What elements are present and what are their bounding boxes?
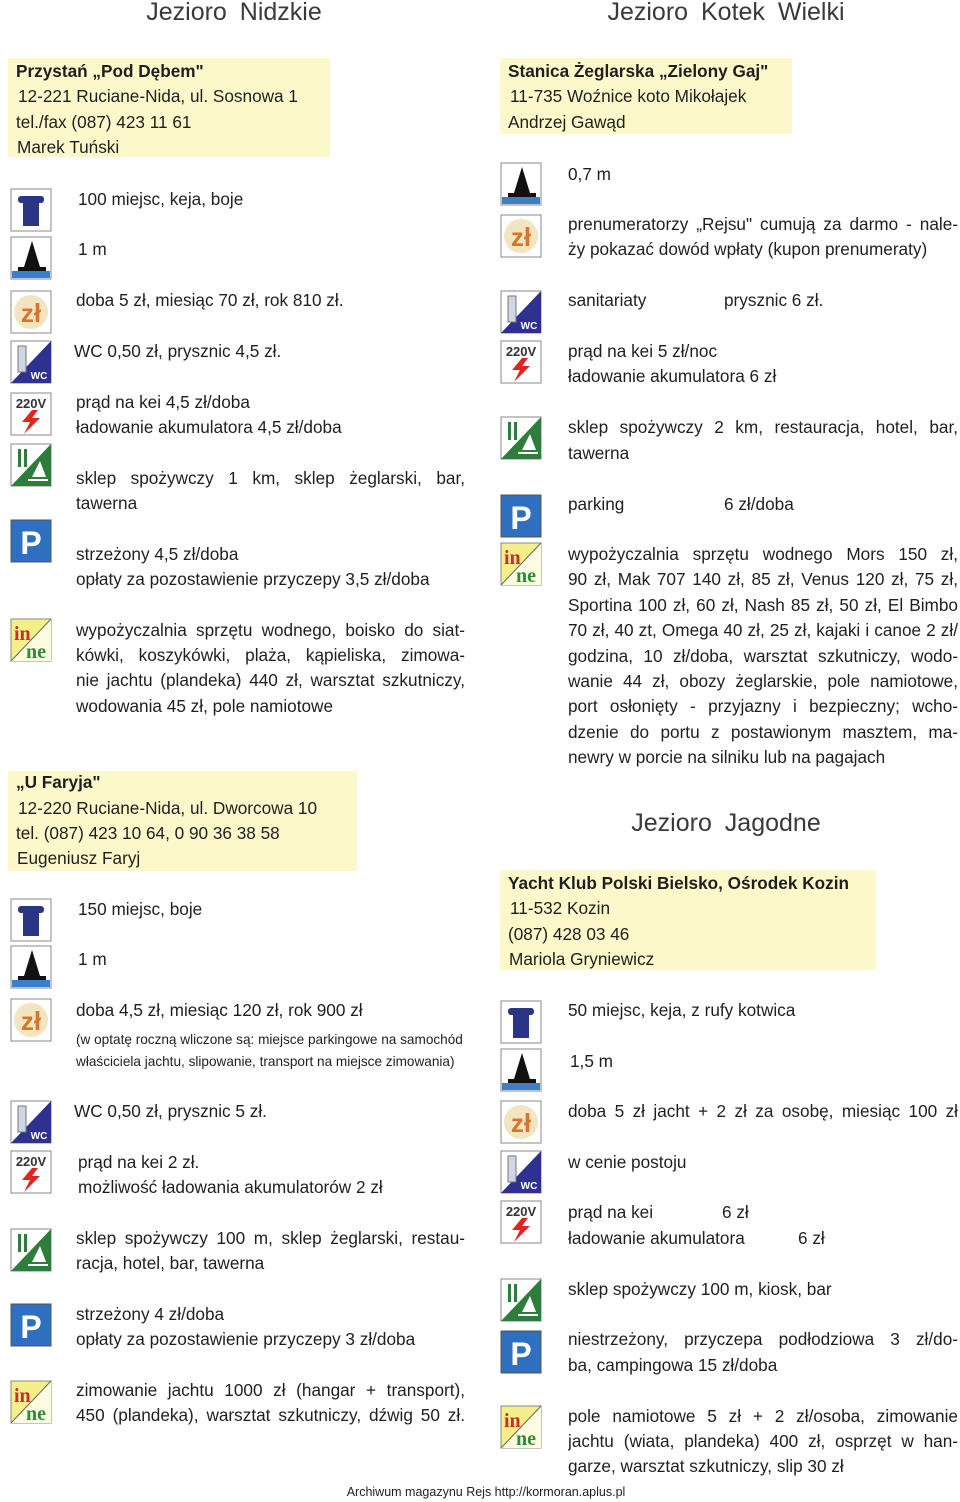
svg-text:ne: ne	[516, 1428, 536, 1449]
text-line: tawerna	[76, 493, 138, 513]
marina-name: Yacht Klub Polski Bielsko, Ośrodek Kozin	[508, 873, 849, 893]
svg-text:220V: 220V	[15, 396, 47, 411]
svg-text:in: in	[504, 1410, 521, 1432]
wc-icon	[500, 1150, 542, 1194]
text-line: prąd na kei 5 zł/noc	[568, 341, 718, 361]
price-zl-icon	[10, 998, 52, 1042]
wc-icon	[500, 290, 542, 334]
parking-icon	[500, 494, 542, 538]
electricity-220v-icon	[500, 340, 542, 384]
svg-text:zł: zł	[510, 1108, 532, 1138]
marina-contact: Mariola Gryniewicz	[509, 949, 655, 969]
electricity-220v-icon	[10, 392, 52, 436]
text-line: 70 zł, 40 zt, Omega 40 zł, 25 zł, kajaki i canoe 2 zł/	[568, 620, 958, 640]
shop-icon	[500, 416, 542, 460]
text-line: wodowania 45 zł, pole namiotowe	[76, 696, 334, 716]
text-line: ży pokazać dowód wpłaty (kupon prenumeraty)	[568, 239, 928, 259]
parking-icon	[500, 1330, 542, 1374]
text-line: doba 5 zł, miesiąc 70 zł, rok 810 zł.	[76, 290, 344, 310]
svg-text:zł: zł	[20, 1006, 42, 1036]
text-line: 100 miejsc, keja, boje	[78, 189, 244, 209]
marina-name: Przystań „Pod Dębem"	[16, 61, 204, 81]
electricity-220v-icon	[10, 1150, 52, 1194]
text-line: newry w porcie na silniku lub na pagajach	[568, 747, 886, 767]
boat-depth-icon	[500, 162, 542, 206]
boat-depth-icon	[10, 236, 52, 280]
footer-archive-link[interactable]: Archiwum magazynu Rejs http://kormoran.aplus.pl	[346, 1485, 626, 1499]
text-line: sklep spożywczy 100 m, sklep żeglarski, restau-	[76, 1228, 465, 1248]
text-line: (w optatę roczną wliczone są: miejsce parkingowe na samochód	[76, 1032, 463, 1047]
text-line: 150 miejsc, boje	[78, 899, 203, 919]
text-line: strzeżony 4,5 zł/doba	[76, 544, 239, 564]
text-line: ładowanie akumulatora 6 zł	[568, 366, 777, 386]
marina-phone: tel./fax (087) 423 11 61	[16, 112, 192, 132]
text-line: pole namiotowe 5 zł + 2 zł/osoba, zimowanie	[568, 1406, 958, 1426]
boat-depth-icon	[500, 1048, 542, 1092]
marina-address: 12-220 Ruciane-Nida, ul. Dworcowa 10	[18, 798, 318, 818]
text-line: ładowanie akumulatora 4,5 zł/doba	[76, 417, 342, 437]
other-services-icon	[10, 1380, 52, 1424]
text-line: parking	[568, 494, 625, 514]
svg-text:WC: WC	[30, 1131, 48, 1142]
lake-header-kotek-wielki: Jezioro Kotek Wielki	[607, 0, 845, 26]
svg-text:in: in	[504, 547, 521, 569]
svg-text:WC: WC	[520, 321, 538, 332]
text-line: wypożyczalnia sprzętu wodnego, boisko do siat-	[76, 620, 465, 640]
svg-text:WC: WC	[520, 1181, 538, 1192]
svg-text:zł: zł	[20, 298, 42, 328]
price-zl-icon	[500, 214, 542, 258]
text-line: kówki, koszykówki, plaża, kąpieliska, zimowa-	[76, 645, 465, 665]
bollard-icon	[10, 188, 52, 232]
text-line: 1 m	[78, 949, 107, 969]
text-line: prysznic 6 zł.	[724, 290, 824, 310]
svg-text:P: P	[510, 1336, 532, 1372]
svg-text:in: in	[14, 623, 31, 645]
text-line: nie jachtu (plandeka) 440 zł, warsztat szkutniczy,	[76, 670, 465, 690]
bollard-icon	[500, 1000, 542, 1044]
text-line: 450 (plandeka), warsztat szkutniczy, dźwig 50 zł.	[76, 1405, 465, 1425]
marina-phone: tel. (087) 423 10 64, 0 90 36 38 58	[16, 823, 280, 843]
text-line: sklep spożywczy 2 km, restauracja, hotel, bar,	[568, 417, 958, 437]
text-line: opłaty za pozostawienie przyczepy 3 zł/doba	[76, 1329, 416, 1349]
marina-contact: Marek Tuński	[17, 137, 120, 157]
text-line: możliwość ładowania akumulatorów 2 zł	[78, 1177, 383, 1197]
marina-name: „U Faryja"	[16, 772, 101, 792]
other-services-icon	[500, 1405, 542, 1449]
svg-text:zł: zł	[510, 222, 532, 252]
text-line: doba 4,5 zł, miesiąc 120 zł, rok 900 zł	[76, 1000, 363, 1020]
text-line: ba, campingowa 15 zł/doba	[568, 1355, 778, 1375]
text-line: WC 0,50 zł, prysznic 4,5 zł.	[74, 341, 282, 361]
text-line: zimowanie jachtu 1000 zł (hangar + transport),	[76, 1380, 465, 1400]
text-line: ładowanie akumulatora	[568, 1228, 745, 1248]
text-line: 0,7 m	[568, 164, 611, 184]
svg-text:P: P	[510, 500, 532, 536]
text-line: Sportina 100 zł, 60 zł, Nash 85 zł, 50 zł, El Bimbo	[568, 595, 958, 615]
svg-text:P: P	[20, 1309, 42, 1345]
text-line: doba 5 zł jacht + 2 zł za osobę, miesiąc 100 zł	[568, 1101, 958, 1121]
text-line: dzenie do portu z postawionym masztem, ma-	[568, 722, 958, 742]
shop-icon	[500, 1278, 542, 1322]
lake-header-jagodne: Jezioro Jagodne	[631, 809, 821, 837]
boat-depth-icon	[10, 945, 52, 989]
text-line: sklep spożywczy 100 m, kiosk, bar	[568, 1279, 832, 1299]
shop-icon	[10, 1228, 52, 1272]
marina-contact: Andrzej Gawąd	[508, 112, 626, 132]
price-zl-icon	[500, 1100, 542, 1144]
marina-address: 12-221 Ruciane-Nida, ul. Sosnowa 1	[18, 86, 298, 106]
text-line: prąd na kei 2 zł.	[78, 1152, 200, 1172]
svg-text:P: P	[20, 525, 42, 561]
text-line: 1,5 m	[570, 1051, 613, 1071]
text-line: prąd na kei	[568, 1202, 654, 1222]
text-line: 6 zł	[798, 1228, 825, 1248]
svg-text:ne: ne	[26, 1403, 46, 1424]
marina-phone: (087) 428 03 46	[508, 924, 630, 944]
marina-address: 11-735 Woźnice koto Mikołajek	[510, 86, 747, 106]
wc-icon	[10, 1100, 52, 1144]
text-line: 90 zł, Mak 707 140 zł, 85 zł, Venus 120 zł, 75 zł,	[568, 569, 958, 589]
text-line: wanie 44 zł, obozy żeglarskie, pole namiotowe,	[568, 671, 958, 691]
parking-icon	[10, 519, 52, 563]
svg-text:ne: ne	[26, 641, 46, 662]
text-line: sklep spożywczy 1 km, sklep żeglarski, bar,	[76, 468, 465, 488]
bollard-icon	[10, 898, 52, 942]
text-line: prenumeratorzy „Rejsu" cumują za darmo - nale-	[568, 214, 958, 234]
text-line: opłaty za pozostawienie przyczepy 3,5 zł/doba	[76, 569, 430, 589]
text-line: garze, warsztat szkutniczy, slip 30 zł	[568, 1456, 844, 1476]
text-line: w cenie postoju	[568, 1152, 687, 1172]
svg-text:220V: 220V	[15, 1154, 47, 1169]
text-line: prąd na kei 4,5 zł/doba	[76, 392, 250, 412]
text-line: sanitariaty	[568, 290, 647, 310]
text-line: właściciela jachtu, slipowanie, transport na miejsce zimowania)	[76, 1054, 455, 1069]
text-line: 6 zł	[722, 1202, 749, 1222]
text-line: niestrzeżony, przyczepa podłodziowa 3 zł/do-	[568, 1329, 958, 1349]
text-line: 50 miejsc, keja, z rufy kotwica	[568, 1000, 796, 1020]
other-services-icon	[10, 618, 52, 662]
text-line: wypożyczalnia sprzętu wodnego Mors 150 zł,	[568, 544, 958, 564]
wc-icon	[10, 340, 52, 384]
text-line: 6 zł/doba	[724, 494, 794, 514]
text-line: jachtu (wiata, plandeka) 400 zł, osprzęt w han-	[568, 1431, 958, 1451]
svg-text:ne: ne	[516, 565, 536, 586]
marina-contact: Eugeniusz Faryj	[17, 848, 141, 868]
text-line: racja, hotel, bar, tawerna	[76, 1253, 265, 1273]
text-line: WC 0,50 zł, prysznic 5 zł.	[74, 1101, 267, 1121]
text-line: strzeżony 4 zł/doba	[76, 1304, 225, 1324]
text-line: tawerna	[568, 443, 630, 463]
other-services-icon	[500, 542, 542, 586]
svg-text:220V: 220V	[505, 1204, 537, 1219]
lake-header-nidzkie: Jezioro Nidzkie	[146, 0, 322, 26]
text-line: port osłonięty - przyjazny i bezpieczny; wcho-	[568, 696, 958, 716]
electricity-220v-icon	[500, 1200, 542, 1244]
marina-address: 11-532 Kozin	[510, 898, 611, 918]
text-line: 1 m	[78, 239, 107, 259]
marina-name: Stanica Żeglarska „Zielony Gaj"	[508, 61, 769, 81]
parking-icon	[10, 1303, 52, 1347]
svg-text:WC: WC	[30, 371, 48, 382]
price-zl-icon	[10, 290, 52, 334]
svg-text:220V: 220V	[505, 344, 537, 359]
text-line: godzina, 10 zł/doba, warsztat szkutniczy, wodo-	[568, 646, 958, 666]
shop-icon	[10, 443, 52, 487]
svg-text:in: in	[14, 1385, 31, 1407]
